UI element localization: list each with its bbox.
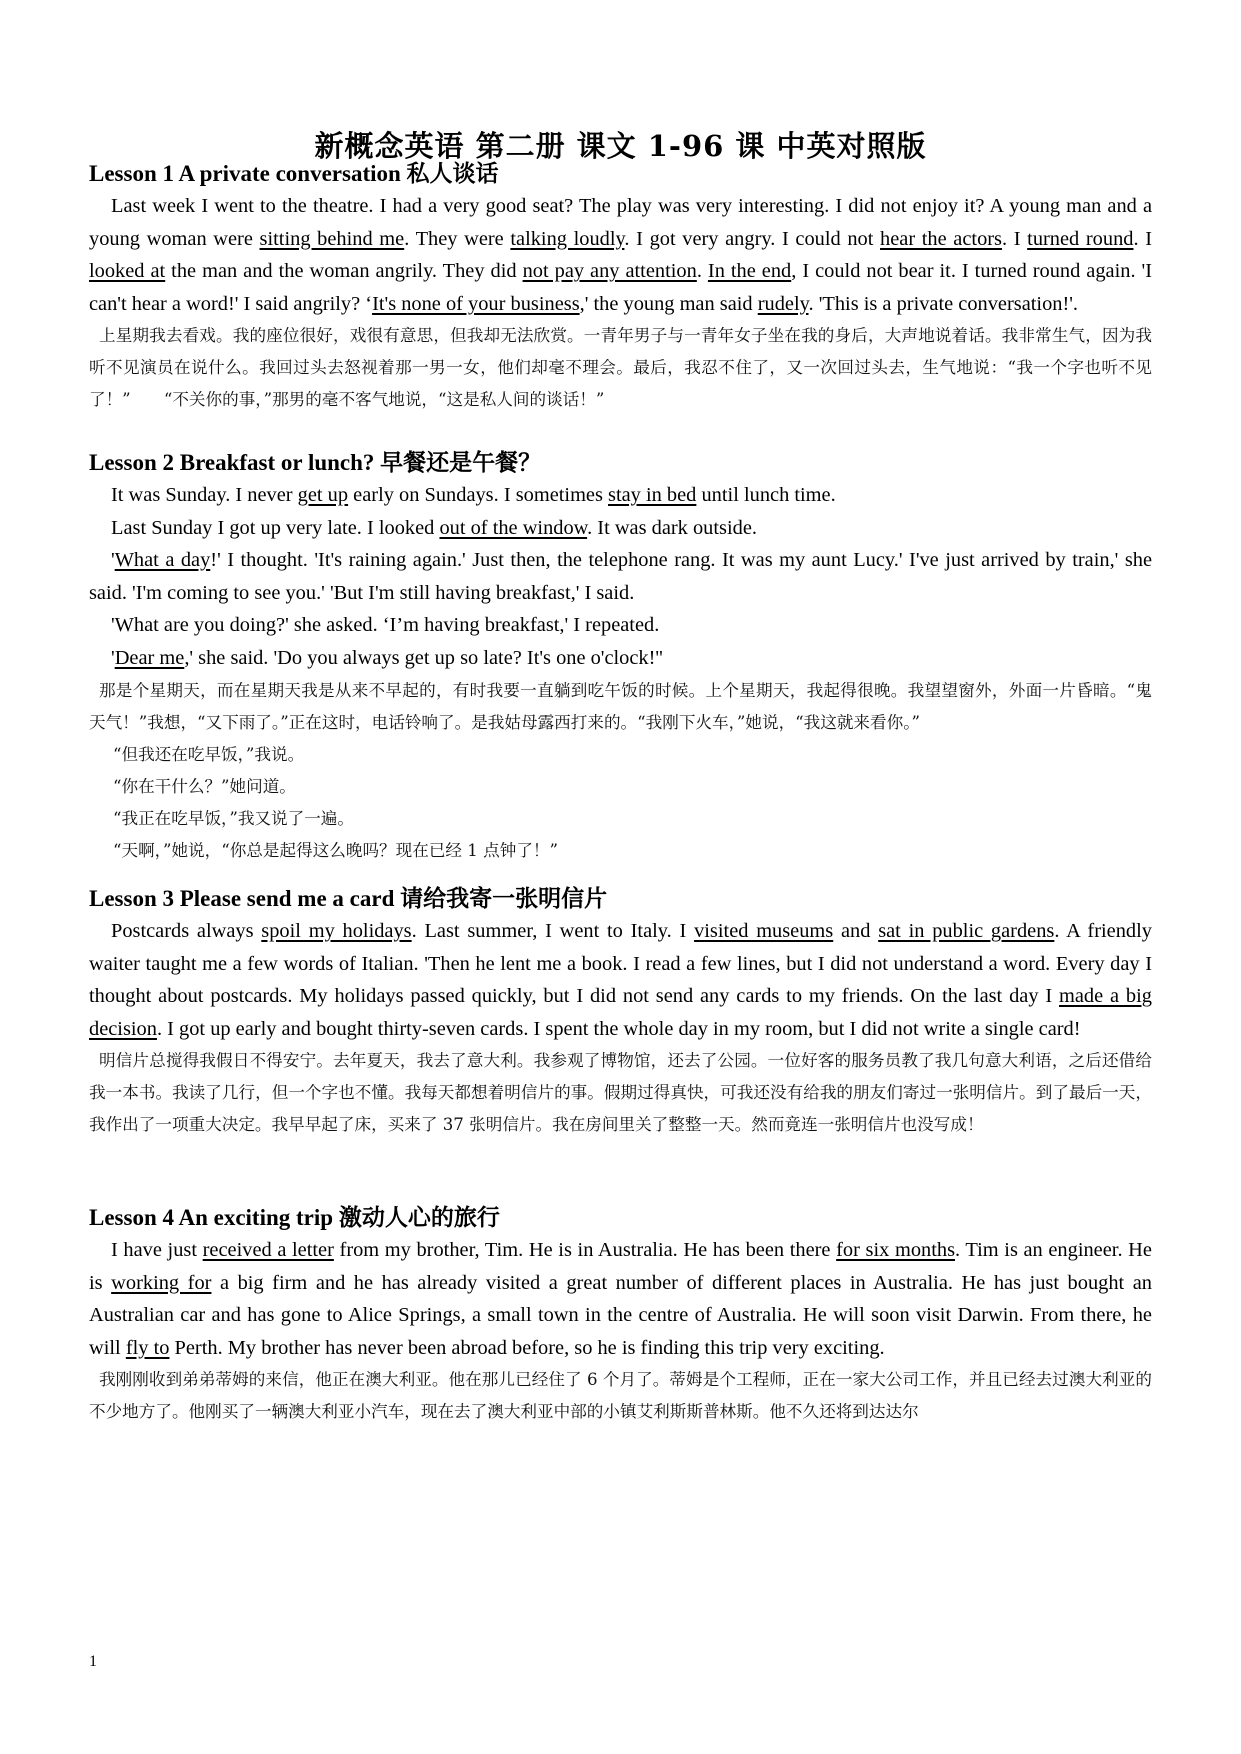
chinese-paragraph: 那是个星期天，而在星期天我是从来不早起的，有时我要一直躺到吃午饭的时候。上个星期天，我起得很晚。我望望窗外，外面一片昏暗。“鬼天气！”我想，“又下雨了。”正在这时，电话铃响了。是我姑母露西打来的。“我刚下火车，”她说，“我这就来看你。” — [89, 680, 1152, 732]
underlined-phrase: made a big decision — [89, 985, 1152, 1040]
underlined-phrase: sitting behind me — [259, 227, 405, 250]
lesson-title: Lesson 4 An exciting trip 激动人心的旅行 — [89, 1205, 500, 1230]
underlined-phrase: visited museums — [694, 920, 834, 942]
chinese-paragraph: 明信片总搅得我假日不得安宁。去年夏天，我去了意大利。我参观了博物馆，还去了公园。一位好客的服务员教了我几句意大利语，之后还借给我一本书。我读了几行，但一个字也不懂。我每天都想着明信片的事。假期过得真快，可我还没有给我的朋友们寄过一张明信片。到了最后一天，我作出了一项重大决定。我早早起了床，买来了 37 张明信片。我在房间里关了整整一天。然而竟连一张明信片也没写成！ — [89, 1051, 1152, 1135]
english-paragraph: I have just received a letter from my brother, Tim. He is in Australia. He has been there for six months. Tim is an engineer. He is working for a big firm and he has already visited a great number of different places in Australia. He has just bought an Australian car and has gone to Alice Springs, a small town in the centre of Australia. He will soon visit Darwin. From there, he will fly to Perth. My brother has never been abroad before, so he is finding this trip very exciting. — [89, 1239, 1152, 1359]
underlined-phrase: stay in bed — [608, 484, 697, 506]
english-text — [89, 479, 1152, 675]
underlined-phrase: get up — [297, 484, 349, 506]
chinese-paragraph: 上星期我去看戏。我的座位很好，戏很有意思，但我却无法欣赏。一青年男子与一青年女子坐在我的身后，大声地说着话。我非常生气，因为我听不见演员在说什么。我回过头去怒视着那一男一女，他们却毫不理会。最后，我忍不住了，又一次回过头去，生气地说：“我一个字也听不见了！” “不关你的事，”那男的毫不客气地说，“这是私人间的谈话！” — [89, 326, 1152, 410]
underlined-phrase: turned round — [1027, 227, 1134, 250]
english-paragraph: Last Sunday I got up very late. I looked out of the window. It was dark outside. — [111, 516, 757, 539]
underlined-phrase: looked at — [89, 260, 166, 283]
english-paragraph: 'What are you doing?' she asked. ‘I’m having breakfast,' I repeated. — [111, 614, 660, 637]
lesson-2 — [89, 446, 1152, 867]
english-paragraph: 'What a day!' I thought. 'It's raining again.' Just then, the telephone rang. It was my aunt Lucy.' I've just arrived by train,' she said. 'I'm coming to see you.' 'But I'm still having breakfast,' I said. — [89, 549, 1153, 604]
chinese-paragraph: “我正在吃早饭，”我又说了一遍。 — [113, 808, 354, 828]
underlined-phrase: out of the window — [439, 516, 588, 539]
chinese-paragraph: “但我还在吃早饭，”我说。 — [113, 744, 305, 764]
underlined-phrase: sat in public gardens — [878, 920, 1055, 942]
underlined-phrase: working for — [111, 1271, 212, 1294]
underlined-phrase: received a letter — [202, 1239, 334, 1261]
document-title: 新概念英语 第二册 课文 1-96 课 中英对照版 — [314, 129, 927, 163]
english-paragraph: 'Dear me,' she said. 'Do you always get up so late? It's one o'clock!'' — [111, 646, 663, 669]
underlined-phrase: not pay any attention — [522, 260, 697, 283]
chinese-translation — [89, 675, 1152, 867]
underlined-phrase: hear the actors — [880, 227, 1002, 250]
chinese-translation — [89, 1045, 1152, 1141]
english-paragraph: Postcards always spoil my holidays. Last summer, I went to Italy. I visited museums and sat in public gardens. A friendly waiter taught me a few words of Italian. 'Then he lent me a book. I read a few lines, but I did not understand a word. Every day I thought about postcards. My holidays passed quickly, but I did not send any cards to my friends. On the last day I made a big decision. I got up early and bought thirty-seven cards. I spent the whole day in my room, but I did not write a single card! — [89, 920, 1152, 1040]
english-text — [89, 190, 1152, 320]
lesson-1 — [89, 157, 1152, 416]
underlined-phrase: In the end — [707, 260, 792, 283]
lesson-3 — [89, 882, 1152, 1141]
english-text — [89, 915, 1152, 1045]
page-number: 1 — [89, 1653, 97, 1670]
underlined-phrase: talking loudly — [510, 227, 625, 250]
english-text — [89, 1234, 1152, 1364]
lesson-title: Lesson 3 Please send me a card 请给我寄一张明信片 — [89, 886, 608, 911]
underlined-phrase: spoil my holidays — [261, 920, 412, 942]
underlined-phrase: rudely — [757, 292, 809, 315]
chinese-translation — [89, 1364, 1152, 1428]
chinese-paragraph: 我刚刚收到弟弟蒂姆的来信，他正在澳大利亚。他在那儿已经住了 6 个月了。蒂姆是个工程师，正在一家大公司工作，并且已经去过澳大利亚的不少地方了。他刚买了一辆澳大利亚小汽车，现在去了澳大利亚中部的小镇艾利斯斯普林斯。他不久还将到达达尔 — [89, 1370, 1152, 1422]
underlined-phrase: What a day — [114, 549, 211, 572]
underlined-phrase: Dear me — [114, 646, 185, 669]
chinese-translation — [89, 320, 1152, 416]
chinese-paragraph: “天啊，”她说，“你总是起得这么晚吗？现在已经 1 点钟了！” — [113, 840, 558, 860]
lesson-title: Lesson 1 A private conversation 私人谈话 — [89, 161, 499, 186]
english-paragraph: Last week I went to the theatre. I had a very good seat? The play was very interesting. I did not enjoy it? A young man and a young woman were sitting behind me. They were talking loudly. I got very angry. I could not hear the actors. I turned round. I looked at the man and the woman angrily. They did not pay any attention. In the end, I could not bear it. I turned round again. 'I can't hear a word!' I said angrily? ‘It's none of your business,' the young man said rudely. 'This is a private conversation!'. — [89, 195, 1153, 315]
underlined-phrase: fly to — [125, 1336, 170, 1359]
lesson-title: Lesson 2 Breakfast or lunch? 早餐还是午餐？ — [89, 450, 542, 475]
lesson-4 — [89, 1201, 1152, 1428]
english-paragraph: It was Sunday. I never get up early on Sundays. I sometimes stay in bed until lunch time. — [111, 484, 836, 506]
chinese-paragraph: “你在干什么？”她问道。 — [113, 776, 296, 796]
underlined-phrase: for six months — [836, 1239, 956, 1261]
underlined-phrase: It's none of your business — [372, 292, 580, 315]
